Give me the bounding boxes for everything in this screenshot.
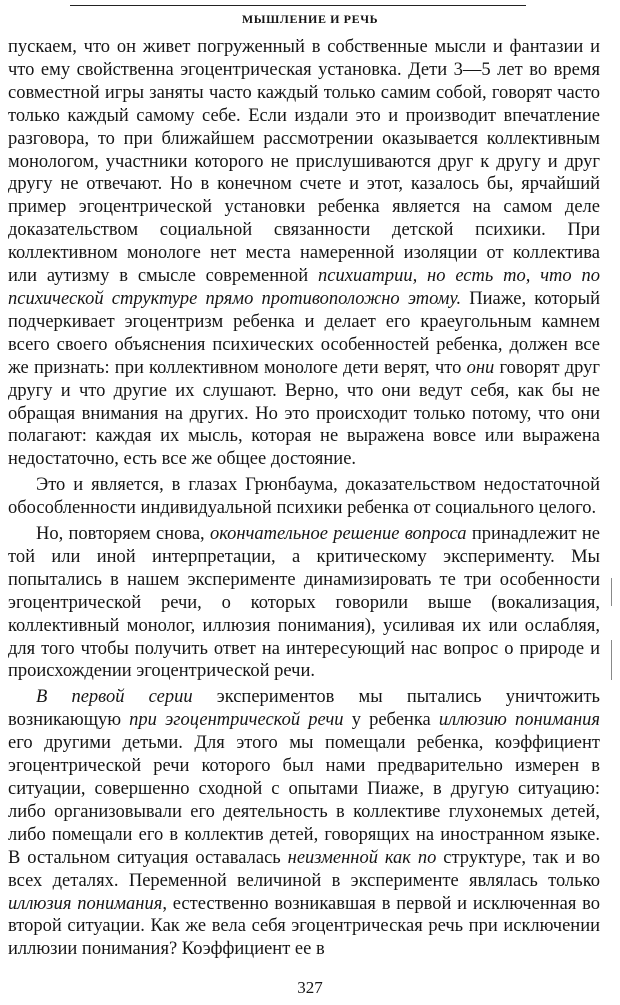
text-run: пускаем, что он живет погруженный в собственные мысли и фантазии и что ему свойственна эгоцентрическая установка. Дети 3—5 лет во время совместной игры заняты часто каждый только самим собой, говорят часто только каждый самому себе. Если издали это и производит впечатление разговора, то при ближайшем рассмотрении оказывается коллективным монологом, участники которого не прислушиваются друг к другу и друг другу не отвечают. Но в конечном счете и этот, казалось бы, ярчайший пример эгоцентрической установки ребенка является на самом деле доказательством социальной связанности детской психики. При коллективном монологе нет места намеренной изоляции от коллектива или аутизму в смысле современной [8,37,600,287]
text-run: Это и является, в глазах Грюнбаума, доказательством недостаточной обособленности индивидуальной психики ребенка от социального целого. [8,475,600,519]
header-rule [70,5,526,6]
paragraph-2 [8,474,600,520]
italic-run: неизменной как по [287,847,437,868]
italic-run: иллюзия понимания [8,893,163,914]
text-run: у ребенка [343,710,439,731]
italic-run: окончательное решение вопроса [209,524,467,545]
page-number: 327 [297,978,323,997]
italic-run: психиатрии, но есть то, что по психической структуре прямо противоположно этому. [8,266,600,309]
text-run: , естественно возникавшая в первой и исключенная во второй ситуации. Как же вела себя эгоцентрическая речь при исключении иллюзии понимания? Коэффициент ее в [8,893,600,960]
paragraph-3 [8,523,600,683]
text-run: Пиаже, который подчеркивает эгоцентризм ребенка и делает его краеугольным камнем всего своего объяснения психических особенностей ребенка, должен все же признать: при коллективном монологе дети верят, что [8,288,600,378]
text-run: говорят друг другу и что другие их слушают. Верно, что они ведут себя, как бы не обращая внимания на других. Но это происходит только потому, что они полагают: каждая их мысль, которая не выражена вовсе или выражена недостаточно, есть все же общее достояние. [8,357,600,470]
text-run: принадлежит не той или иной интерпретации, а критическому эксперименту. Мы попытались в нашем эксперименте динамизировать те три особенности эгоцентрической речи, о которых говорили выше (вокализация, коллективный монолог, иллюзия понимания), усиливая их или ослабляя, для того чтобы получить ответ на интересующий нас вопрос о природе и происхождении эгоцентрической речи. [8,524,600,682]
text-run: структуре, так и во всех деталях. Переменной величиной в эксперименте являлась только [8,847,601,891]
text-run: Но, повторяем снова, [36,524,210,545]
running-title: МЫШЛЕНИЕ И РЕЧЬ [241,12,379,26]
margin-scan-mark [611,640,612,680]
italic-run: при эгоцентрической речи [129,710,344,731]
paragraph-4 [8,686,600,961]
body-text [8,36,600,961]
italic-run: они [466,357,495,378]
paragraph-1 [8,36,600,471]
italic-run: иллюзию понимания [438,710,600,731]
text-run: экспериментов мы пытались уничтожить возникающую [8,687,600,731]
text-run: его другими детьми. Для этого мы помещали ребенка, коэффициент эгоцентрической речи которого был нами предварительно измерен в ситуации, совершенно сходной с опытами Пиаже, в другую ситуацию: либо организовывали его деятельность в коллективе глухонемых детей, либо помещали его в коллектив детей, говорящих на иностранном языке. В остальном ситуация оставалась [8,733,600,868]
margin-scan-mark [611,578,612,606]
italic-run: В первой серии [36,687,193,708]
